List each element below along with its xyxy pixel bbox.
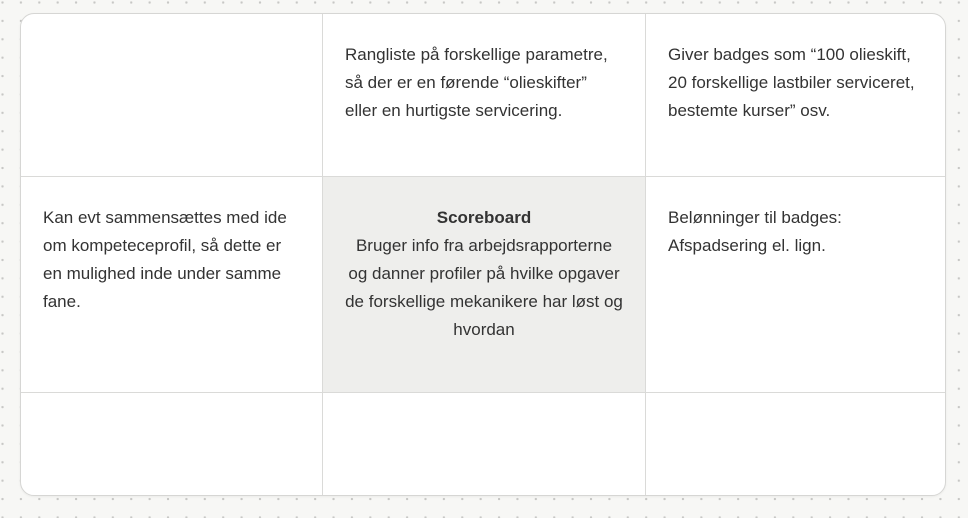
content-table[interactable] (20, 13, 946, 496)
table-cell-r3c1[interactable] (21, 393, 323, 495)
table-cell-r3c3[interactable] (646, 393, 945, 495)
table-cell-r3c2[interactable] (323, 393, 646, 495)
table-cell-r1c2[interactable]: Rangliste på forskellige parametre, så der er en førende “olieskifter” eller en hurtigste servicering. (323, 14, 646, 177)
table-cell-r1c3[interactable]: Giver badges som “100 olieskift, 20 forskellige lastbiler serviceret, bestemte kurser” osv. (646, 14, 945, 177)
scoreboard-description: Bruger info fra arbejdsrapporterne og danner profiler på hvilke opgaver de forskellige mekanikere har løst og hvordan (345, 236, 623, 339)
table-cell-r1c1[interactable] (21, 14, 323, 177)
table-cell-r2c1[interactable]: Kan evt sammensættes med ide om kompeteceprofil, så dette er en mulighed inde under samme fane. (21, 177, 323, 393)
table-cell-r2c2-scoreboard[interactable] (323, 177, 646, 393)
scoreboard-title: Scoreboard (436, 208, 532, 227)
table-cell-r2c3[interactable]: Belønninger til badges: Afspadsering el. lign. (646, 177, 945, 393)
